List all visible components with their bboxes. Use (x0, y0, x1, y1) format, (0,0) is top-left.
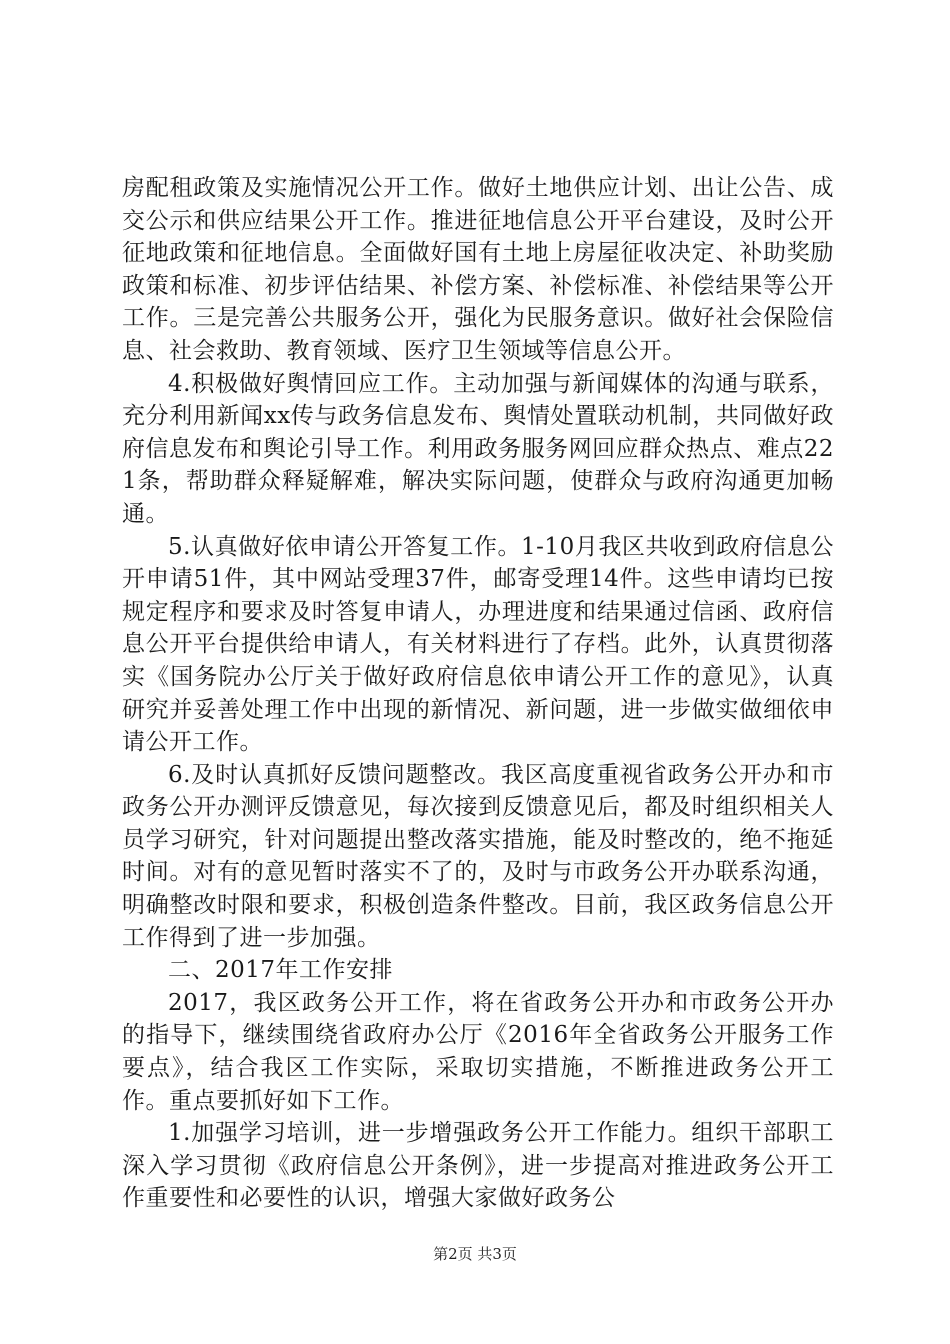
paragraph-3: 5.认真做好依申请公开答复工作。1-10月我区共收到政府信息公开申请51件，其中网站受理37件，邮寄受理14件。这些申请均已按规定程序和要求及时答复申请人，办理进度和结果通过信函、政府信息公开平台提供给申请人，有关材料进行了存档。此外，认真贯彻落实《国务院办公厅关于做好政府信息依申请公开工作的意见》，认真研究并妥善处理工作中出现的新情况、新问题，进一步做实做细依申请公开工作。 (122, 533, 834, 756)
paragraph-1: 房配租政策及实施情况公开工作。做好土地供应计划、出让公告、成交公示和供应结果公开工作。推进征地信息公开平台建设，及时公开征地政策和征地信息。全面做好国有土地上房屋征收决定、补助奖励政策和标准、初步评估结果、补偿方案、补偿标准、补偿结果等公开工作。三是完善公共服务公开，强化为民服务意识。做好社会保险信息、社会救助、教育领域、医疗卫生领域等信息公开。 (122, 175, 834, 364)
section-heading: 二、2017年工作安排 (168, 957, 394, 984)
page-footer: 第2页 共3页 (433, 1245, 517, 1263)
paragraph-4: 6.及时认真抓好反馈问题整改。我区高度重视省政务公开办和市政务公开办测评反馈意见，每次接到反馈意见后，都及时组织相关人员学习研究，针对问题提出整改落实措施，能及时整改的，绝不拖延时间。对有的意见暂时落实不了的，及时与市政务公开办联系沟通，明确整改时限和要求，积极创造条件整改。目前，我区政务信息公开工作得到了进一步加强。 (122, 761, 834, 951)
paragraph-6: 1.加强学习培训，进一步增强政务公开工作能力。组织干部职工深入学习贯彻《政府信息公开条例》，进一步提高对推进政务公开工作重要性和必要性的认识，增强大家做好政务公 (122, 1120, 834, 1212)
paragraph-5: 2017，我区政务公开工作，将在省政务公开办和市政务公开办的指导下，继续围绕省政府办公厅《2016年全省政务公开服务工作要点》，结合我区工作实际，采取切实措施，不断推进政务公开工作。重点要抓好如下工作。 (122, 989, 834, 1114)
paragraph-2: 4.积极做好舆情回应工作。主动加强与新闻媒体的沟通与联系，充分利用新闻xx传与政务信息发布、舆情处置联动机制，共同做好政府信息发布和舆论引导工作。利用政务服务网回应群众热点、难点221条，帮助群众释疑解难，解决实际问题，使群众与政府沟通更加畅通。 (122, 370, 834, 527)
document-body (122, 172, 834, 1215)
